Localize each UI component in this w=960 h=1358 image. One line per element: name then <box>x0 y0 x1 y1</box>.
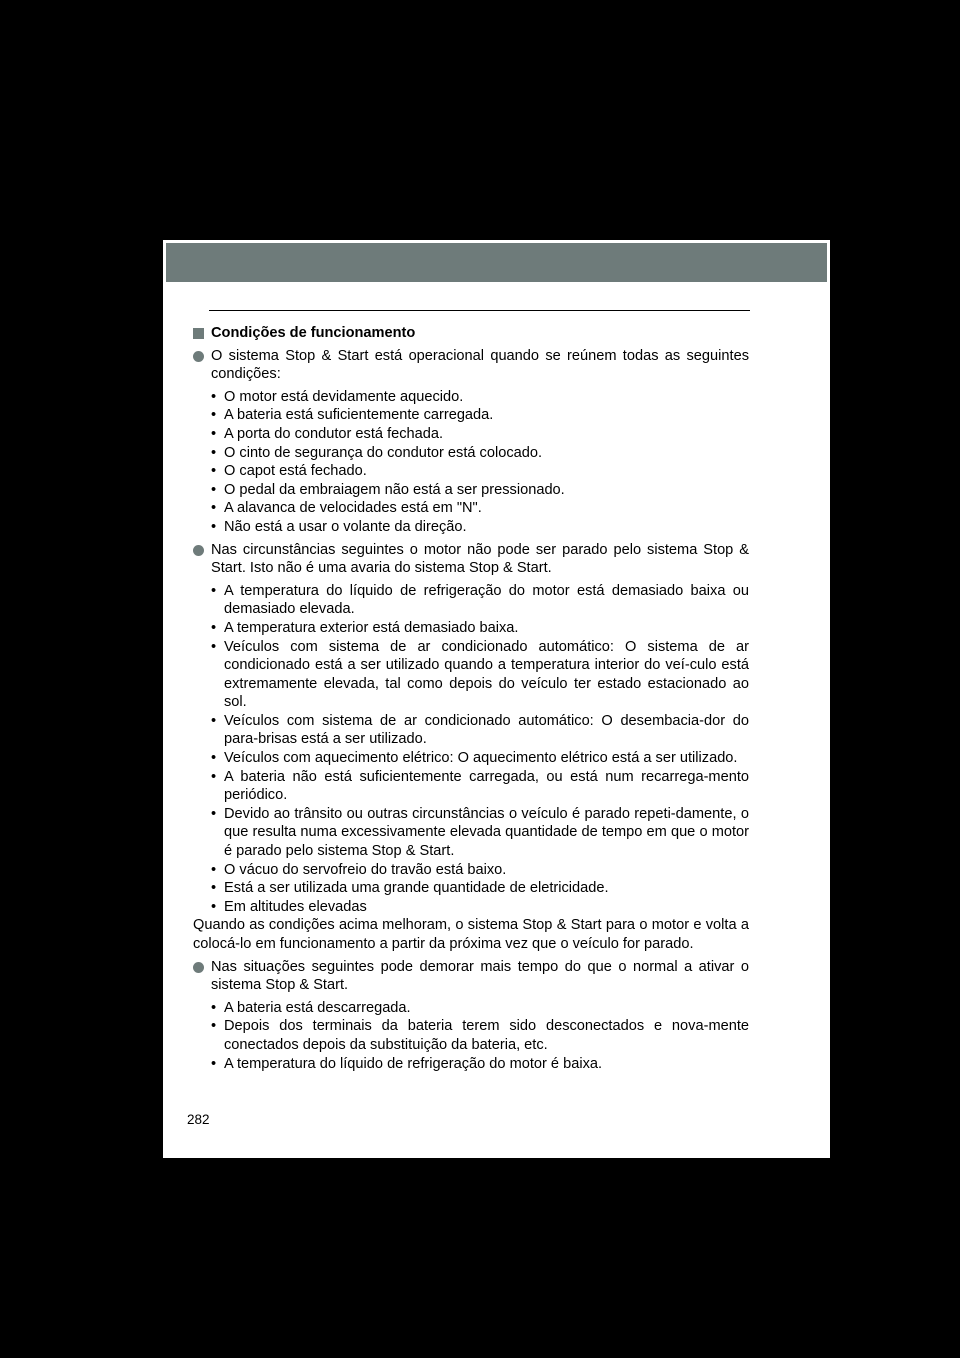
section-heading <box>193 324 749 343</box>
list-item: • O cinto de segurança do condutor está colocado. <box>211 444 749 463</box>
condition-paragraph-2 <box>193 541 749 578</box>
page-content <box>193 324 749 1073</box>
circle-bullet-icon <box>193 962 204 973</box>
condition-paragraph-3 <box>193 958 749 995</box>
list-item: • A temperatura do líquido de refrigeração do motor está demasiado baixa ou demasiado elevada. <box>211 582 749 619</box>
list-item: • Veículos com sistema de ar condicionado automático: O desembacia-dor do para-brisas está a ser utilizado. <box>211 712 749 749</box>
list-item: • A temperatura do líquido de refrigeração do motor é baixa. <box>211 1055 749 1074</box>
list-item: • Em altitudes elevadas <box>211 898 749 917</box>
condition-text-3: Nas situações seguintes pode demorar mais tempo do que o normal a ativar o sistema Stop & Start. <box>211 958 749 994</box>
circle-bullet-icon <box>193 545 204 556</box>
condition-list-2 <box>211 582 749 917</box>
circle-bullet-icon <box>193 351 204 362</box>
condition-list-3 <box>211 999 749 1073</box>
header-band <box>166 243 827 282</box>
manual-page <box>163 240 830 1158</box>
list-item: • Devido ao trânsito ou outras circunstâncias o veículo é parado repeti-damente, o que resulta numa excessivamente elevada quantidade de tempo em que o motor é parado pelo sistema Stop & Start. <box>211 805 749 861</box>
list-item: • Está a ser utilizada uma grande quantidade de eletricidade. <box>211 879 749 898</box>
list-item: • A temperatura exterior está demasiado baixa. <box>211 619 749 638</box>
condition-text-1: O sistema Stop & Start está operacional quando se reúnem todas as seguintes condições: <box>211 347 749 383</box>
condition-text-2: Nas circunstâncias seguintes o motor não pode ser parado pelo sistema Stop & Start. Isto não é uma avaria do sistema Stop & Start. <box>211 541 749 577</box>
condition-paragraph-1 <box>193 347 749 384</box>
list-item: • A porta do condutor está fechada. <box>211 425 749 444</box>
list-item: • A bateria está descarregada. <box>211 999 749 1018</box>
square-bullet-icon <box>193 328 204 339</box>
list-item: • A alavanca de velocidades está em "N". <box>211 499 749 518</box>
list-item: • Depois dos terminais da bateria terem sido desconectados e nova-mente conectados depois da substituição da bateria, etc. <box>211 1017 749 1054</box>
condition-list-1 <box>211 388 749 537</box>
list-item: • O capot está fechado. <box>211 462 749 481</box>
list-item: • Não está a usar o volante da direção. <box>211 518 749 537</box>
list-item: • Veículos com sistema de ar condicionado automático: O sistema de ar condicionado está a ser utilizado quando a temperatura interior do veí-culo está extremamente elevada, tal como depois do veículo ter estado estacionado ao sol. <box>211 638 749 712</box>
list-item: • O pedal da embraiagem não está a ser pressionado. <box>211 481 749 500</box>
section-title-text: Condições de funcionamento <box>211 325 416 341</box>
page-number: 282 <box>187 1112 210 1127</box>
list-item: • A bateria não está suficientemente carregada, ou está num recarrega-mento periódico. <box>211 768 749 805</box>
note-paragraph: Quando as condições acima melhoram, o sistema Stop & Start para o motor e volta a colocá-lo em funcionamento a partir da próxima vez que o veículo for parado. <box>193 917 749 952</box>
list-item: • O vácuo do servofreio do travão está baixo. <box>211 861 749 880</box>
list-item: • A bateria está suficientemente carregada. <box>211 406 749 425</box>
list-item: • Veículos com aquecimento elétrico: O aquecimento elétrico está a ser utilizado. <box>211 749 749 768</box>
header-rule <box>209 310 750 311</box>
list-item: • O motor está devidamente aquecido. <box>211 388 749 407</box>
